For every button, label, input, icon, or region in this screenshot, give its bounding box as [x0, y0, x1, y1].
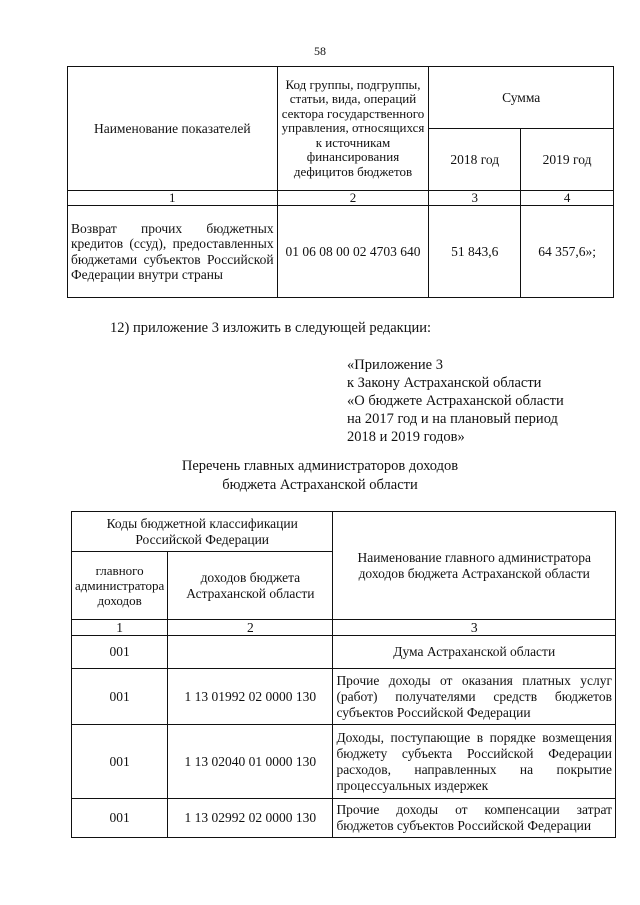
row-sum-2019: 64 357,6»; [521, 206, 614, 298]
header-budget-codes: Коды бюджетной классификации Российской Федерации [72, 512, 333, 552]
row-income-name: Доходы, поступающие в порядке возмещения бюджету субъекта Российской Федерации расходов, направленных на покрытие процессуальных издержек [333, 725, 616, 799]
row-income-name: Прочие доходы от компенсации затрат бюджетов субъектов Российской Федерации [333, 799, 616, 838]
appendix-reference [347, 356, 564, 446]
row-income-code: 1 13 01992 02 0000 130 [168, 669, 333, 725]
row-income-code: 1 13 02992 02 0000 130 [168, 799, 333, 838]
column-number: 1 [72, 620, 168, 636]
header-year-2018: 2018 год [429, 129, 521, 191]
header-indicator-name: Наименование показателей [68, 67, 278, 191]
title-line: Перечень главных администраторов доходов [181, 458, 459, 474]
financing-sources-table [67, 66, 614, 298]
table-row [68, 206, 614, 298]
appendix-line: на 2017 год и на плановый период [347, 411, 558, 427]
appendix-line: к Закону Астраханской области [347, 375, 542, 391]
amendment-item-12: 12) приложение 3 изложить в следующей редакции: [110, 320, 432, 336]
table-row [72, 636, 616, 669]
revenue-administrators-table [71, 511, 616, 838]
row-name: Возврат прочих бюджетных кредитов (ссуд), предоставленных бюджетами субъектов Российской Федерации внутри страны [68, 206, 278, 298]
list-title [0, 457, 640, 495]
table-row [72, 799, 616, 838]
row-code: 01 06 08 00 02 4703 640 [277, 206, 429, 298]
header-sum: Сумма [429, 67, 614, 129]
header-year-2019: 2019 год [521, 129, 614, 191]
column-number: 2 [168, 620, 333, 636]
appendix-line: «О бюджете Астраханской области [347, 393, 564, 409]
appendix-line: «Приложение 3 [347, 357, 443, 373]
row-income-code: 1 13 02040 01 0000 130 [168, 725, 333, 799]
row-admin-code: 001 [72, 636, 168, 669]
header-budget-income: доходов бюджета Астраханской области [168, 552, 333, 620]
column-number: 4 [521, 191, 614, 206]
column-number: 3 [333, 620, 616, 636]
row-income-code [168, 636, 333, 669]
header-administrator-name: Наименование главного администратора доходов бюджета Астраханской области [333, 512, 616, 620]
header-main-administrator: главного администратора доходов [72, 552, 168, 620]
title-line: бюджета Астраханской области [222, 477, 418, 493]
column-number: 1 [68, 191, 278, 206]
column-number: 2 [277, 191, 429, 206]
row-admin-code: 001 [72, 799, 168, 838]
row-administrator-name: Дума Астраханской области [333, 636, 616, 669]
row-admin-code: 001 [72, 669, 168, 725]
appendix-line: 2018 и 2019 годов» [347, 429, 465, 445]
page-number: 58 [314, 44, 326, 58]
table-row [72, 669, 616, 725]
column-number: 3 [429, 191, 521, 206]
row-sum-2018: 51 843,6 [429, 206, 521, 298]
table-row [72, 725, 616, 799]
header-classification-code: Код группы, подгруппы, статьи, вида, операций сектора государственного управления, относящихся к источникам финансирования дефицитов бюджетов [277, 67, 429, 191]
row-admin-code: 001 [72, 725, 168, 799]
row-income-name: Прочие доходы от оказания платных услуг (работ) получателями средств бюджетов субъектов Российской Федерации [333, 669, 616, 725]
